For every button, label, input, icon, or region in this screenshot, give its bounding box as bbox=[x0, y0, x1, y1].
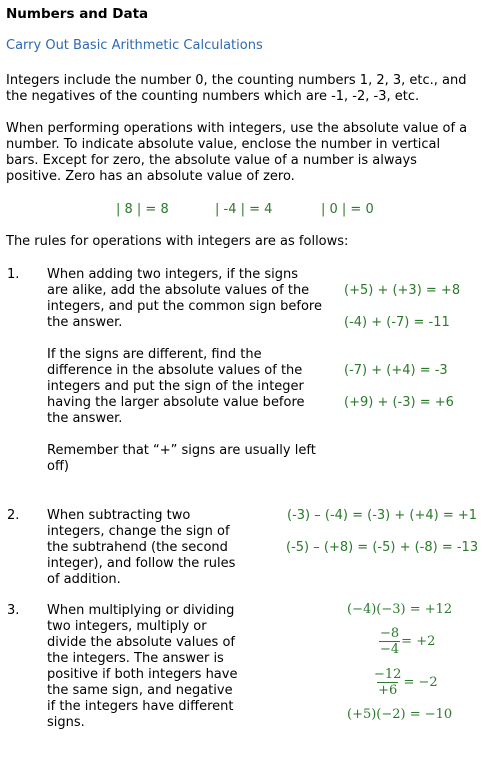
text-line: the same sign, and negative bbox=[47, 683, 233, 698]
text-line: the answer. bbox=[47, 315, 123, 330]
subtraction-example: (-3) – (-4) = (-3) + (+4) = +1 bbox=[287, 508, 478, 523]
rule3-text bbox=[47, 603, 277, 731]
text-line: the answer. bbox=[47, 411, 123, 426]
rule1-diff-sign-text bbox=[47, 347, 337, 427]
subtraction-example: (-5) – (+8) = (-5) + (-8) = -13 bbox=[286, 540, 479, 555]
abs-example: | 0 | = 0 bbox=[321, 202, 374, 217]
addition-example: (-7) + (+4) = -3 bbox=[344, 363, 448, 378]
fraction-result: = +2 bbox=[401, 633, 436, 649]
text-line: of addition. bbox=[47, 572, 121, 587]
text-line: the integers. The answer is bbox=[47, 651, 224, 666]
division-example bbox=[379, 626, 435, 657]
addition-example: (+9) + (-3) = +6 bbox=[344, 395, 454, 410]
numerator: −8 bbox=[380, 626, 400, 641]
abs-example: | -4 | = 4 bbox=[215, 202, 273, 217]
rule1-remember-text bbox=[47, 443, 337, 475]
text-line: If the signs are different, find the bbox=[47, 347, 262, 362]
page-title: Numbers and Data bbox=[6, 6, 149, 22]
text-line: Remember that “+” signs are usually left bbox=[47, 443, 316, 458]
text-line: integers, and put the common sign before bbox=[47, 299, 322, 314]
fraction bbox=[373, 667, 402, 698]
text-line: divide the absolute values of bbox=[47, 635, 235, 650]
denominator: +6 bbox=[378, 683, 398, 698]
rule-number: 1. bbox=[7, 267, 20, 282]
text-line: integer), and follow the rules bbox=[47, 556, 236, 571]
fraction-result: = −2 bbox=[403, 674, 438, 690]
text-line: integers and put the sign of the integer bbox=[47, 379, 304, 394]
rule2-text bbox=[47, 508, 277, 588]
text-line: When multiplying or dividing bbox=[47, 603, 235, 618]
numerator: −12 bbox=[374, 667, 402, 682]
text-line: off) bbox=[47, 459, 69, 474]
text-line: Integers include the number 0, the counting numbers 1, 2, 3, etc., and bbox=[6, 73, 467, 88]
text-line: are alike, add the absolute values of the bbox=[47, 283, 310, 298]
text-line: two integers, multiply or bbox=[47, 619, 207, 634]
absolute-value-paragraph bbox=[6, 121, 494, 185]
addition-example: (+5) + (+3) = +8 bbox=[344, 283, 461, 298]
text-line: signs. bbox=[47, 715, 85, 730]
text-line: if the integers have different bbox=[47, 699, 234, 714]
rule-number: 2. bbox=[7, 508, 20, 523]
text-line: positive if both integers have bbox=[47, 667, 238, 682]
text-line: having the larger absolute value before bbox=[47, 395, 305, 410]
rule-number: 3. bbox=[7, 603, 20, 618]
abs-example: | 8 | = 8 bbox=[116, 202, 169, 217]
intro-paragraph bbox=[6, 73, 494, 105]
multiplication-example: (+5)(−2) = −10 bbox=[347, 707, 453, 722]
rules-intro: The rules for operations with integers are as follows: bbox=[6, 234, 349, 249]
text-line: bars. Except for zero, the absolute value of a number is always bbox=[6, 153, 417, 168]
text-line: number. To indicate absolute value, enclose the number in vertical bbox=[6, 137, 441, 152]
text-line: When performing operations with integers, use the absolute value of a bbox=[6, 121, 468, 136]
denominator: −4 bbox=[380, 642, 400, 657]
multiplication-example: (−4)(−3) = +12 bbox=[347, 602, 453, 617]
text-line: difference in the absolute values of the bbox=[47, 363, 303, 378]
text-line: When subtracting two bbox=[47, 508, 191, 523]
text-line: the subtrahend (the second bbox=[47, 540, 228, 555]
text-line: integers, change the sign of bbox=[47, 524, 230, 539]
addition-example: (-4) + (-7) = -11 bbox=[344, 315, 450, 330]
division-example bbox=[373, 667, 438, 698]
fraction bbox=[379, 626, 400, 657]
text-line: positive. Zero has an absolute value of zero. bbox=[6, 169, 295, 184]
section-subtitle: Carry Out Basic Arithmetic Calculations bbox=[6, 38, 263, 53]
rule1-same-sign-text bbox=[47, 267, 337, 331]
text-line: When adding two integers, if the signs bbox=[47, 267, 298, 282]
text-line: the negatives of the counting numbers which are -1, -2, -3, etc. bbox=[6, 89, 420, 104]
